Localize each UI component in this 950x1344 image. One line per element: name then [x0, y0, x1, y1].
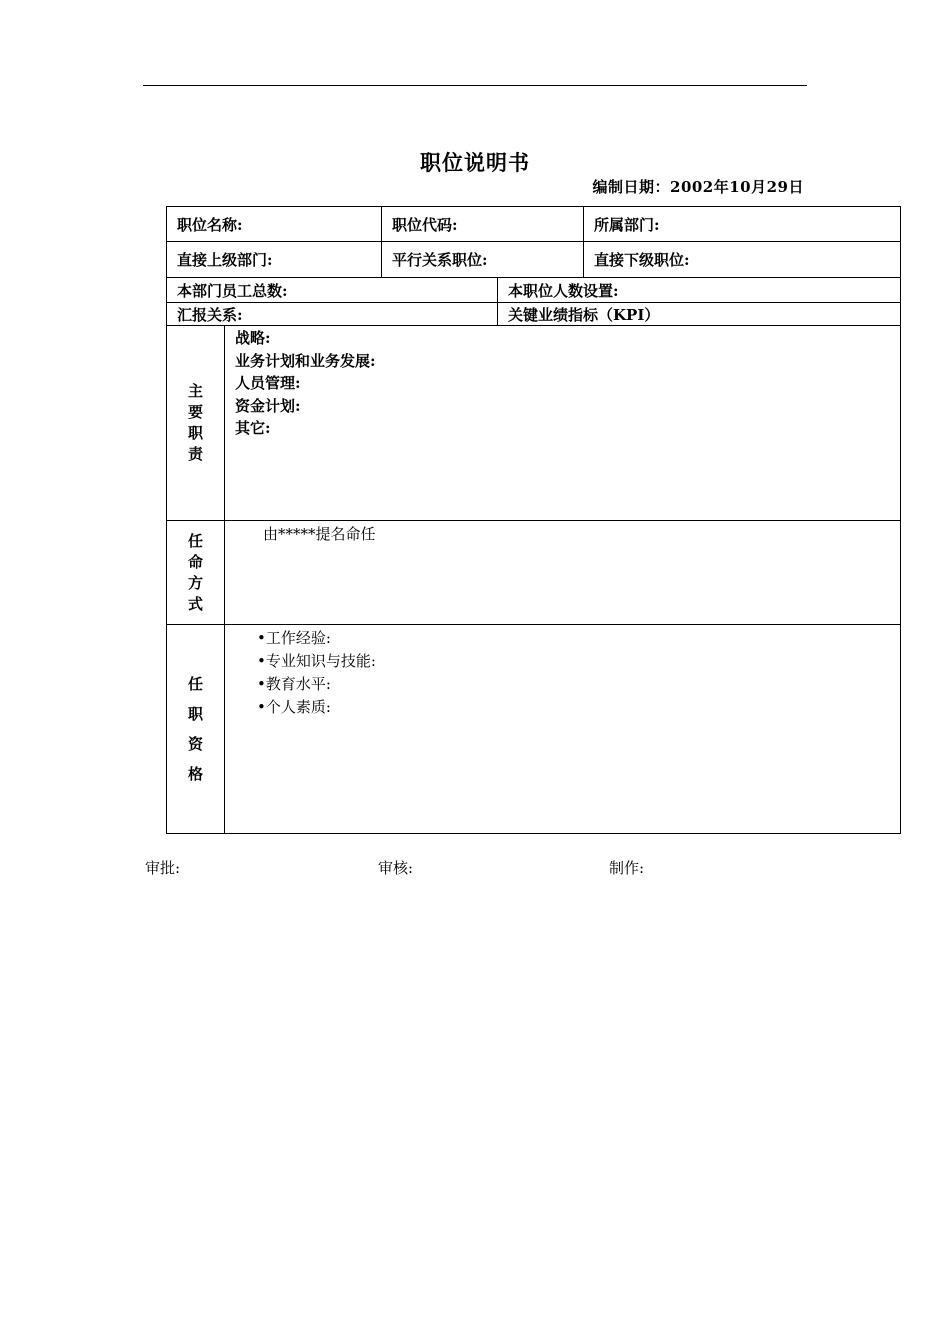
qualifications-label: 任 职 资 格: [167, 625, 225, 834]
duty-business-plan: 业务计划和业务发展:: [235, 351, 376, 370]
appointment-label: 任 命 方 式: [167, 521, 225, 625]
reporting-relations-field[interactable]: 汇报关系:: [167, 303, 498, 326]
prepare-signoff: 制作:: [609, 859, 645, 877]
main-duties-label: 主 要 职 责: [167, 326, 225, 521]
document-title: 职位说明书: [420, 150, 530, 175]
review-signoff: 审核:: [378, 859, 414, 877]
duty-other: 其它:: [235, 419, 271, 437]
compile-date: 编制日期：2002年10月29日: [592, 178, 804, 196]
qual-experience: •工作经验:: [257, 629, 331, 647]
parallel-positions-field[interactable]: 平行关系职位:: [382, 242, 584, 278]
duty-personnel: 人员管理:: [235, 374, 301, 392]
approve-signoff: 审批:: [145, 859, 181, 877]
appointment-text: 由*****提名命任: [263, 525, 376, 543]
appointment-content[interactable]: [225, 521, 901, 625]
qual-education: •教育水平:: [257, 675, 331, 693]
header-rule: [143, 85, 807, 86]
department-field[interactable]: 所属部门:: [584, 207, 901, 242]
main-duties-content[interactable]: [225, 326, 901, 521]
job-description-table: [166, 206, 901, 834]
duty-funding: 资金计划:: [235, 396, 301, 415]
dept-headcount-field[interactable]: 本部门员工总数:: [167, 278, 498, 303]
qualifications-content[interactable]: [225, 625, 901, 834]
direct-superior-field[interactable]: 直接上级部门:: [167, 242, 382, 278]
position-headcount-field[interactable]: 本职位人数设置:: [498, 278, 901, 303]
qual-personal: •个人素质:: [257, 698, 331, 716]
direct-subordinates-field[interactable]: 直接下级职位:: [584, 242, 901, 278]
kpi-field[interactable]: 关键业绩指标（KPI）: [498, 303, 901, 326]
duty-strategy: 战略:: [235, 329, 271, 347]
position-code-field[interactable]: 职位代码:: [382, 207, 584, 242]
qual-skills: •专业知识与技能:: [257, 652, 376, 670]
position-name-field[interactable]: 职位名称:: [167, 207, 382, 242]
